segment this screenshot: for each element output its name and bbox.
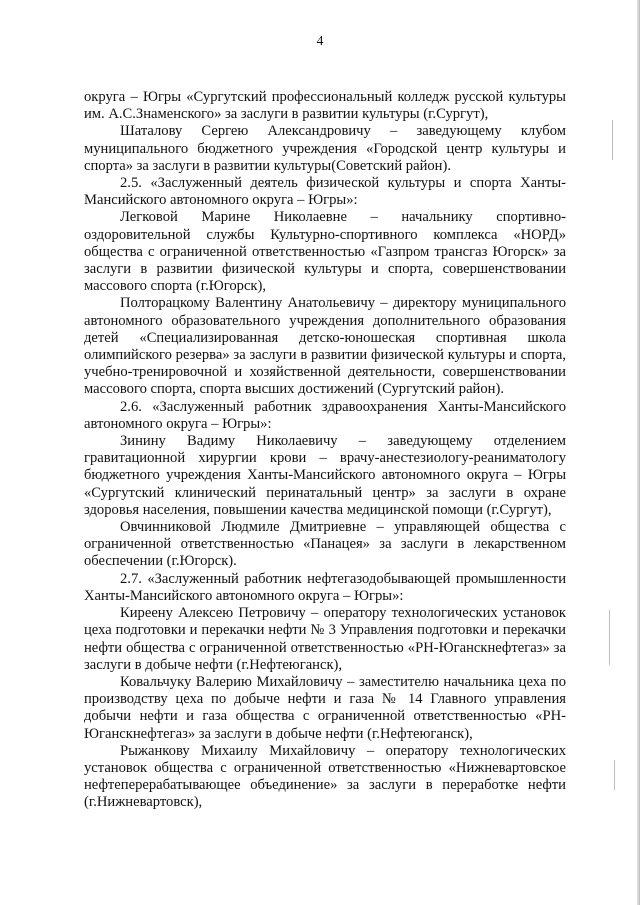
paragraph-continuation: округа – Югры «Сургутский профессиональный колледж русской культуры им. А.С.Знаменского» за заслуги в развитии культуры (г.Сургут), [84,89,566,123]
paragraph-ovchinnikova: Овчинниковой Людмиле Дмитриевне – управляющей общества с ограниченной ответственностью «Панацея» за заслуги в лекарственном обеспечении (г.Югорск). [84,519,566,570]
paragraph-zinin: Зинину Вадиму Николаевичу – заведующему отделением гравитационной хирургии крови – врачу-анестезиологу-реаниматологу бюджетного учреждения Ханты-Мансийского автономного округа – Югры «Сургутский клинический перинатальный центр» за заслуги в охране здоровья населения, повышении качества медицинской помощи (г.Сургут), [84,433,566,518]
paragraph-kovalchuk: Ковальчуку Валерию Михайловичу – заместителю начальника цеха по производству цеха по добыче нефти и газа № 14 Главного управления добычи нефти и газа общества с ограниченной ответственностью «РН-Юганскнефтегаз» за заслуги в добыче нефти (г.Нефтеюганск), [84,673,566,742]
page-number: 4 [316,33,324,48]
section-heading-2-6: 2.6. «Заслуженный работник здравоохранения Ханты-Мансийского автономного округа – Югры»: [84,398,566,432]
paragraph-kireev: Киреену Алексею Петровичу – оператору технологических установок цеха подготовки и перекачки нефти № 3 Управления подготовки и перекачки нефти общества с ограниченной ответственностью «РН-Юганскнефтегаз» за заслуги в добыче нефти (г.Нефтеюганск), [84,605,566,673]
section-heading-2-7: 2.7. «Заслуженный работник нефтегазодобывающей промышленности Ханты-Мансийского автономного округа – Югры»: [84,570,566,604]
scan-speck [614,760,615,790]
paragraph-shatalov: Шаталову Сергею Александровичу – заведующему клубом муниципального бюджетного учреждения «Городской центр культуры и спорта» за заслуги в развитии культуры(Советский район). [84,123,566,174]
paragraph-poltoratsky: Полторацкому Валентину Анатольевичу – директору муниципального автономного образовательного учреждения дополнительного образования детей «Специализированная детско-юношеская спортивная школа олимпийского резерва» за заслуги в развитии физической культуры и спорта, учебно-тренировочной и хозяйственной деятельности, совершенствовании массового спорта, спорта высших достижений (Сургутский район). [84,295,566,398]
scan-speck [612,120,613,160]
paragraph-ryzhankov: Рыжанкову Михаилу Михайловичу – оператору технологических установок общества с ограниченной ответственностью «Нижневартовское нефтеперерабатывающее объединение» за заслуги в переработке нефти (г.Нижневартовск), [84,742,566,811]
document-body [84,89,566,812]
scan-speck [609,610,610,665]
paragraph-legkova: Легковой Марине Николаевне – начальнику спортивно-оздоровительной службы Культурно-спортивного комплекса «НОРД» общества с ограниченной ответственностью «Газпром трансгаз Югорск» за заслуги в развитии физической культуры и спорта, совершенствовании массового спорта (г.Югорск), [84,209,566,295]
section-heading-2-5: 2.5. «Заслуженный деятель физической культуры и спорта Ханты-Мансийского автономного округа – Югры»: [84,175,566,209]
